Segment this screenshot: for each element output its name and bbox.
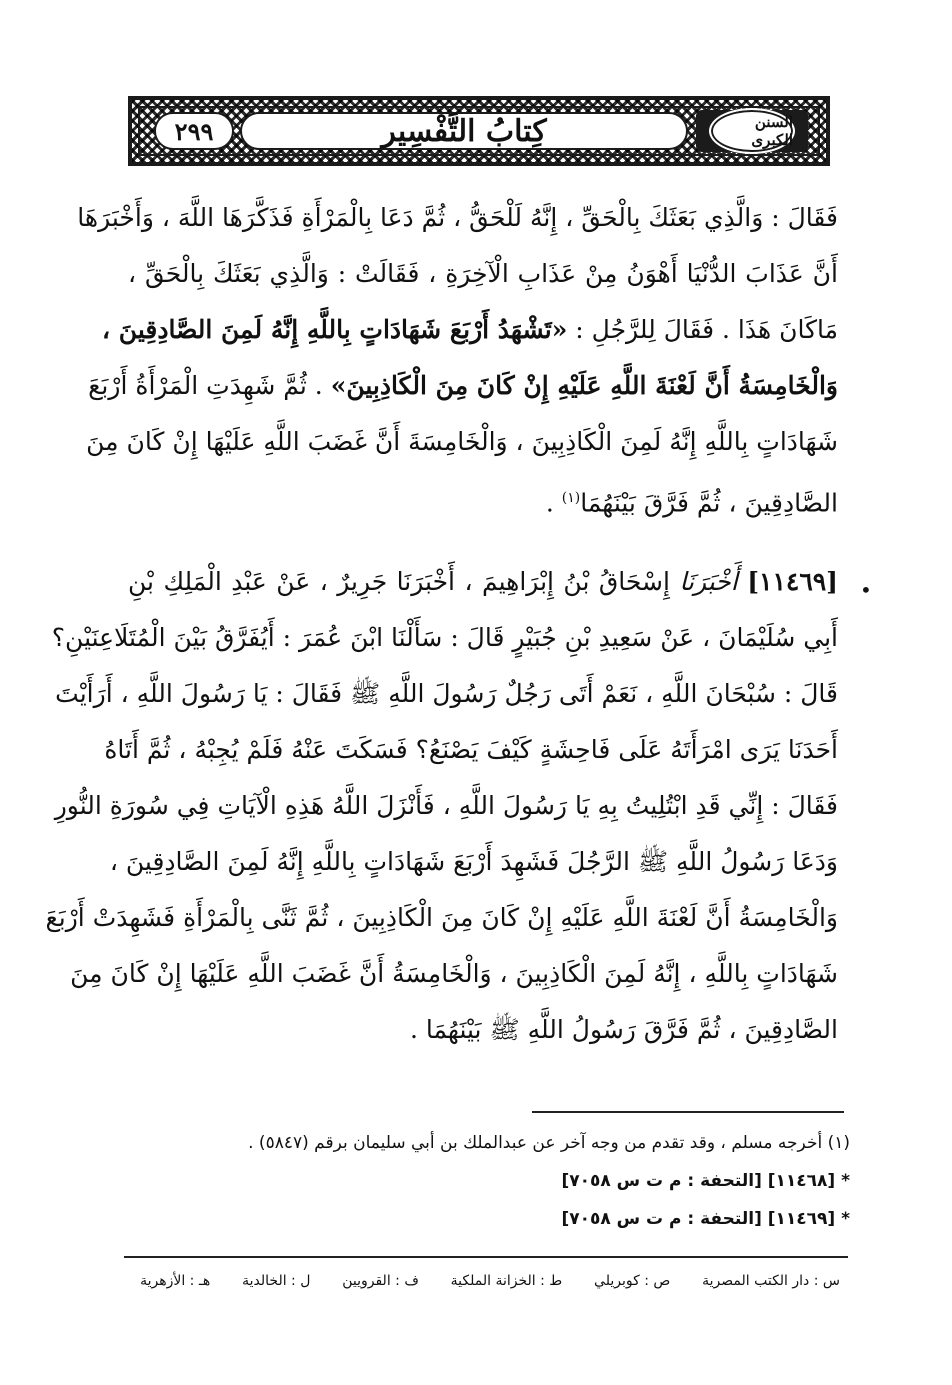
- footnotes: [160, 1126, 850, 1236]
- text-line: شَهَادَاتٍ بِاللَّهِ ، إِنَّهُ لَمِنَ الْكَاذِبِينَ ، وَالْخَامِسَةُ أَنَّ غَضَبَ اللَّهِ عَلَيْهَا إِنْ كَانَ مِنَ: [70, 959, 838, 988]
- footnote-divider: [532, 1111, 844, 1113]
- text-line: فَقَالَ : وَالَّذِي بَعَثَكَ بِالْحَقِّ ، إِنَّهُ لَلْحَقُّ ، ثُمَّ دَعَا بِالْمَرْأَةِ فَذَكَّرَهَا اللَّهَ ، وَأَخْبَرَهَا: [77, 203, 838, 232]
- text-line: [128, 554, 838, 610]
- bullet-icon: •: [860, 578, 872, 602]
- text-line: شَهَادَاتٍ بِاللَّهِ إِنَّهُ لَمِنَ الْكَاذِبِينَ ، وَالْخَامِسَةَ أَنَّ غَضَبَ اللَّهِ عَلَيْهَا إِنْ كَانَ مِنَ: [86, 427, 838, 456]
- bottom-divider: [124, 1256, 848, 1258]
- text-segment: إِسْحَاقُ بْنُ إِبْرَاهِيمَ ، أَخْبَرَنَا جَرِيرٌ ، عَنْ عَبْدِ الْمَلِكِ بْنِ: [128, 567, 670, 596]
- manuscript-key: [140, 1266, 840, 1296]
- source-item: ص : كوبريلي: [594, 1273, 671, 1289]
- text-line: [128, 470, 838, 526]
- page-number: ٢٩٩: [154, 112, 234, 150]
- text-segment: .: [545, 488, 554, 518]
- text-line: قَالَ : سُبْحَانَ اللَّهِ ، نَعَمْ أَتَى رَجُلٌ رَسُولَ اللَّهِ ﷺ فَقَالَ : يَا رَسُولَ اللَّهِ ، أَرَأَيْتَ: [55, 679, 838, 708]
- header-ornament-frame: [138, 106, 820, 156]
- text-line: أَحَدَنَا يَرَى امْرَأَتَهُ عَلَى فَاحِشَةٍ كَيْفَ يَصْنَعُ؟ فَسَكَتَ عَنْهُ فَلَمْ يُجِبْهُ ، ثُمَّ أَتَاهُ: [104, 735, 838, 764]
- source-item: هـ : الأزهرية: [140, 1273, 211, 1289]
- source-item: ط : الخزانة الملكية: [450, 1273, 563, 1289]
- book-title: كِتابُ التَّفْسِير: [381, 113, 547, 149]
- text-line: وَالْخَامِسَةُ أَنَّ لَعْنَةَ اللَّهِ عَلَيْهِ إِنْ كَانَ مِنَ الْكَاذِبِينَ ، ثُمَّ ثَنَّى بِالْمَرْأَةِ فَشَهِدَتْ أَرْبَعَ: [45, 903, 838, 932]
- publisher-logo-icon: [696, 110, 808, 152]
- text-line: [88, 358, 838, 414]
- text-line: وَدَعَا رَسُولُ اللَّهِ ﷺ الرَّجُلَ فَشَهِدَ أَرْبَعَ شَهَادَاتٍ بِاللَّهِ إِنَّهُ لَمِنَ الصَّادِقِينَ ،: [109, 847, 838, 876]
- hadith-number: [١١٤٦٩]: [747, 567, 839, 596]
- passage-2: [45, 554, 839, 1074]
- text-line: أَنَّ عَذَابَ الدُّنْيَا أَهْوَنُ مِنْ عَذَابِ الْآخِرَةِ ، فَقَالَتْ : وَالَّذِي بَعَثَكَ بِالْحَقِّ ،: [128, 259, 838, 288]
- text-line: أَبِي سُلَيْمَانَ ، عَنْ سَعِيدِ بْنِ جُبَيْرٍ قَالَ : سَأَلْنَا ابْنَ عُمَرَ : أَيُفَرَّقُ بَيْنَ الْمُتَلَاعِنَيْنِ؟: [51, 623, 838, 652]
- source-item: س : دار الكتب المصرية: [702, 1273, 840, 1289]
- footnote-marker: (١): [561, 490, 581, 506]
- tuhfa-reference: * [١١٤٦٨] [التحفة : م ت س ٧٠٥٨]: [561, 1171, 850, 1191]
- page-header: [128, 96, 830, 166]
- passage-1: [77, 190, 838, 530]
- text-line: [102, 302, 838, 358]
- tuhfa-reference: * [١١٤٦٩] [التحفة : م ت س ٧٠٥٨]: [561, 1209, 850, 1229]
- text-segment: أَخْبَرَنَا: [679, 567, 738, 596]
- source-item: ف : القرويين: [342, 1273, 419, 1289]
- text-line: فَقَالَ : إِنِّي قَدِ ابْتُلِيتُ بِهِ يَا رَسُولَ اللَّهِ ، فَأَنْزَلَ اللَّهُ هَذِهِ الْآيَاتِ فِي سُورَةِ النُّورِ: [54, 791, 838, 820]
- logo-medallion: السنن الكبرى: [709, 108, 795, 154]
- footnote-1: (١) أخرجه مسلم ، وقد تقدم من وجه آخر عن عبدالملك بن أبي سليمان برقم (٥٨٤٧) .: [248, 1133, 850, 1153]
- source-item: ل : الخالدية: [242, 1273, 311, 1289]
- quran-quote: «تَشْهَدُ أَرْبَعَ شَهَادَاتٍ بِاللَّهِ إِنَّهُ لَمِنَ الصَّادِقِينَ ،: [102, 315, 568, 344]
- quran-quote: وَالْخَامِسَةُ أَنَّ لَعْنَةَ اللَّهِ عَلَيْهِ إِنْ كَانَ مِنَ الْكَاذِبِينَ»: [330, 371, 838, 400]
- text-segment: الصَّادِقِينَ ، ثُمَّ فَرَّقَ بَيْنَهُمَا: [580, 488, 838, 518]
- text-line: الصَّادِقِينَ ، ثُمَّ فَرَّقَ رَسُولُ اللَّهِ ﷺ بَيْنَهُمَا .: [409, 1015, 838, 1044]
- text-segment: مَاكَانَ هَذَا . فَقَالَ لِلرَّجُلِ :: [575, 315, 838, 344]
- title-cartouche: [240, 112, 688, 150]
- text-segment: . ثُمَّ شَهِدَتِ الْمَرْأَةُ أَرْبَعَ: [88, 371, 323, 400]
